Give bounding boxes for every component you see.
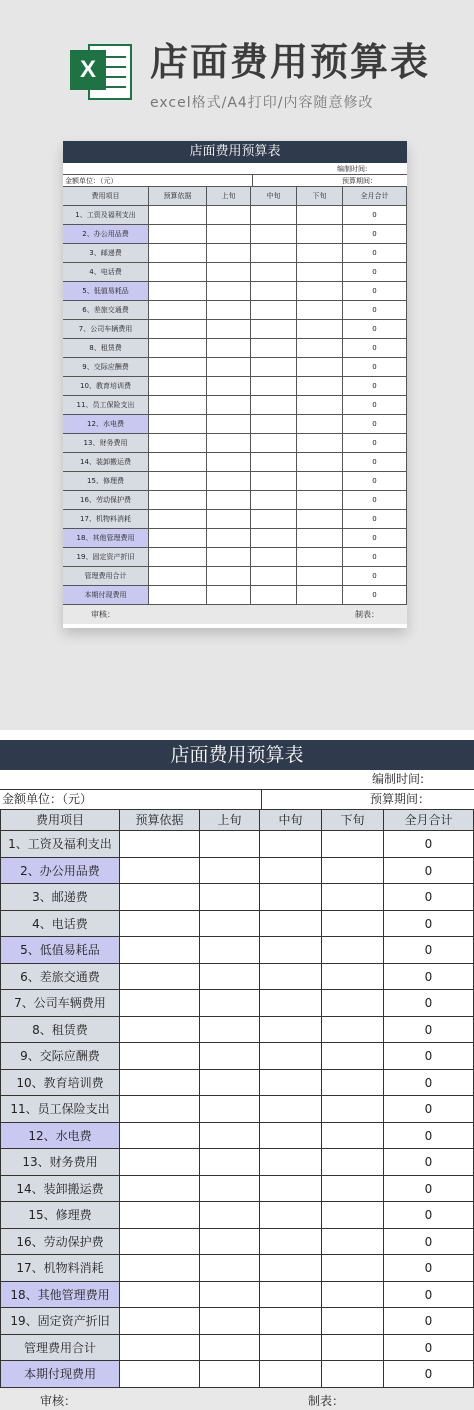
preview-total-cell[interactable]: 0 [343, 320, 407, 339]
table-row-label: 7、公司车辆费用 [0, 990, 120, 1017]
preview-review: 审核： [91, 610, 115, 619]
table-row-label: 2、办公用品费 [0, 858, 120, 885]
preview-row-label: 9、交际应酬费 [63, 358, 149, 377]
table-input-cell[interactable] [260, 884, 322, 911]
preview-input-cell[interactable] [251, 529, 297, 548]
preview-input-cell[interactable] [297, 453, 343, 472]
preview-input-cell[interactable] [251, 586, 297, 605]
table-row-label: 3、邮递费 [0, 884, 120, 911]
preview-input-cell[interactable] [207, 396, 251, 415]
table-input-cell[interactable] [200, 1229, 260, 1256]
preview-input-cell[interactable] [149, 377, 207, 396]
preview-row-label: 10、教育培训费 [63, 377, 149, 396]
table-input-cell[interactable] [200, 1308, 260, 1335]
table-row-label: 10、教育培训费 [0, 1070, 120, 1097]
table-total-cell[interactable]: 0 [384, 1202, 474, 1229]
table-total-cell[interactable]: 0 [384, 1361, 474, 1388]
table-row-label: 13、财务费用 [0, 1149, 120, 1176]
table-row-label: 15、修理费 [0, 1202, 120, 1229]
period-label: 预算期间： [369, 792, 430, 806]
preview-unit: 金额单位：（元） [63, 175, 253, 186]
table-input-cell[interactable] [200, 1096, 260, 1123]
table-input-cell[interactable] [120, 1149, 200, 1176]
preview-input-cell[interactable] [207, 225, 251, 244]
table-row-label: 16、劳动保护费 [0, 1229, 120, 1256]
preview-total-cell[interactable]: 0 [343, 586, 407, 605]
preview-row-label: 19、固定资产折旧 [63, 548, 149, 567]
preview-row-label: 1、工资及福利支出 [63, 206, 149, 225]
preview-input-cell[interactable] [207, 529, 251, 548]
table-input-cell[interactable] [260, 1017, 322, 1044]
table-column-header: 中旬 [260, 810, 322, 831]
preview-row-label: 11、员工保险支出 [63, 396, 149, 415]
preview-total-cell[interactable]: 0 [343, 491, 407, 510]
table-input-cell[interactable] [200, 1123, 260, 1150]
table-input-cell[interactable] [120, 1282, 200, 1309]
table-input-cell[interactable] [260, 1123, 322, 1150]
preview-input-cell[interactable] [297, 415, 343, 434]
preview-input-cell[interactable] [251, 301, 297, 320]
table-input-cell[interactable] [322, 884, 384, 911]
table-input-cell[interactable] [322, 1017, 384, 1044]
table-row-label: 5、低值易耗品 [0, 937, 120, 964]
preview-row-label: 6、差旅交通费 [63, 301, 149, 320]
prepared-label: 制表： [307, 1393, 344, 1408]
preview-row-label: 18、其他管理费用 [63, 529, 149, 548]
table-input-cell[interactable] [260, 831, 322, 858]
preview-total-cell[interactable]: 0 [343, 567, 407, 586]
table-input-cell[interactable] [200, 1255, 260, 1282]
table-input-cell[interactable] [200, 831, 260, 858]
table-row-label: 管理费用合计 [0, 1335, 120, 1362]
table-row-label: 18、其他管理费用 [0, 1282, 120, 1309]
preview-input-cell[interactable] [251, 567, 297, 586]
preview-row-label: 12、水电费 [63, 415, 149, 434]
preview-row-label: 管理费用合计 [63, 567, 149, 586]
table-total-cell[interactable]: 0 [384, 1255, 474, 1282]
preview-input-cell[interactable] [297, 434, 343, 453]
preview-total-cell[interactable]: 0 [343, 282, 407, 301]
table-input-cell[interactable] [322, 937, 384, 964]
table-total-cell[interactable]: 0 [384, 1335, 474, 1362]
table-total-cell[interactable]: 0 [384, 1043, 474, 1070]
preview-row-label: 4、电话费 [63, 263, 149, 282]
compile-time-label: 编制时间: [371, 772, 424, 786]
table-input-cell[interactable] [322, 911, 384, 938]
preview-input-cell[interactable] [149, 358, 207, 377]
preview-row-label: 8、租赁费 [63, 339, 149, 358]
table-input-cell[interactable] [120, 884, 200, 911]
table-input-cell[interactable] [322, 1096, 384, 1123]
preview-total-cell[interactable]: 0 [343, 434, 407, 453]
table-column-header: 费用项目 [0, 810, 120, 831]
sheet-title: 店面费用预算表 [0, 740, 474, 770]
table-input-cell[interactable] [200, 937, 260, 964]
preview-input-cell[interactable] [207, 510, 251, 529]
review-label: 审核： [40, 1393, 77, 1408]
preview-input-cell[interactable] [149, 339, 207, 358]
table-total-cell[interactable]: 0 [384, 990, 474, 1017]
preview-row-label: 本期付现费用 [63, 586, 149, 605]
preview-period: 预算期间： [342, 177, 377, 185]
preview-input-cell[interactable] [297, 301, 343, 320]
preview-total-cell[interactable]: 0 [343, 301, 407, 320]
table-input-cell[interactable] [200, 964, 260, 991]
table-row-label: 6、差旅交通费 [0, 964, 120, 991]
preview-row-label: 2、办公用品费 [63, 225, 149, 244]
preview-column-header: 中旬 [251, 187, 297, 206]
table-input-cell[interactable] [322, 964, 384, 991]
table-total-cell[interactable]: 0 [384, 937, 474, 964]
table-input-cell[interactable] [322, 1308, 384, 1335]
preview-input-cell[interactable] [207, 567, 251, 586]
preview-input-cell[interactable] [149, 244, 207, 263]
table-input-cell[interactable] [120, 1255, 200, 1282]
preview-input-cell[interactable] [251, 225, 297, 244]
preview-input-cell[interactable] [149, 586, 207, 605]
preview-input-cell[interactable] [207, 453, 251, 472]
table-column-header: 预算依据 [120, 810, 200, 831]
table-input-cell[interactable] [322, 1361, 384, 1388]
table-input-cell[interactable] [260, 911, 322, 938]
table-input-cell[interactable] [120, 1123, 200, 1150]
preview-input-cell[interactable] [297, 339, 343, 358]
preview-input-cell[interactable] [297, 472, 343, 491]
preview-input-cell[interactable] [251, 396, 297, 415]
preview-row-label: 7、公司车辆费用 [63, 320, 149, 339]
brand [70, 40, 430, 112]
table-input-cell[interactable] [260, 1096, 322, 1123]
preview-input-cell[interactable] [149, 225, 207, 244]
table-row-label: 1、工资及福利支出 [0, 831, 120, 858]
preview-input-cell[interactable] [207, 377, 251, 396]
preview-input-cell[interactable] [149, 491, 207, 510]
preview-prepared: 制表： [355, 610, 379, 619]
table-row-label: 14、装卸搬运费 [0, 1176, 120, 1203]
table-input-cell[interactable] [322, 1255, 384, 1282]
preview-input-cell[interactable] [297, 244, 343, 263]
preview-input-cell[interactable] [149, 453, 207, 472]
table-input-cell[interactable] [120, 1229, 200, 1256]
unit-label: 金额单位：（元） [0, 790, 262, 809]
table-total-cell[interactable]: 0 [384, 964, 474, 991]
table-row-label: 12、水电费 [0, 1123, 120, 1150]
preview-column-header: 预算依据 [149, 187, 207, 206]
preview-total-cell[interactable]: 0 [343, 415, 407, 434]
table-total-cell[interactable]: 0 [384, 1096, 474, 1123]
table-input-cell[interactable] [322, 858, 384, 885]
table-input-cell[interactable] [200, 858, 260, 885]
table-row-label: 8、租赁费 [0, 1017, 120, 1044]
table-input-cell[interactable] [200, 1017, 260, 1044]
table-input-cell[interactable] [120, 1176, 200, 1203]
preview-input-cell[interactable] [251, 320, 297, 339]
table-total-cell[interactable]: 0 [384, 1123, 474, 1150]
table-column-header: 下旬 [322, 810, 384, 831]
preview-input-cell[interactable] [251, 377, 297, 396]
preview-total-cell[interactable]: 0 [343, 206, 407, 225]
table-input-cell[interactable] [200, 1043, 260, 1070]
preview-input-cell[interactable] [149, 396, 207, 415]
preview-input-cell[interactable] [297, 282, 343, 301]
preview-input-cell[interactable] [297, 529, 343, 548]
table-row-label: 19、固定资产折旧 [0, 1308, 120, 1335]
table-input-cell[interactable] [200, 1070, 260, 1097]
preview-total-cell[interactable]: 0 [343, 472, 407, 491]
preview-input-cell[interactable] [251, 263, 297, 282]
preview-table [63, 187, 407, 605]
table-input-cell[interactable] [260, 1229, 322, 1256]
table-total-cell[interactable]: 0 [384, 858, 474, 885]
table-input-cell[interactable] [260, 1043, 322, 1070]
preview-input-cell[interactable] [297, 225, 343, 244]
preview-column-header: 全月合计 [343, 187, 407, 206]
table-input-cell[interactable] [120, 858, 200, 885]
preview-row-label: 15、修理费 [63, 472, 149, 491]
table-input-cell[interactable] [120, 1308, 200, 1335]
table-input-cell[interactable] [322, 990, 384, 1017]
preview-total-cell[interactable]: 0 [343, 548, 407, 567]
table-input-cell[interactable] [200, 1361, 260, 1388]
preview-input-cell[interactable] [251, 339, 297, 358]
preview-input-cell[interactable] [207, 206, 251, 225]
preview-input-cell[interactable] [251, 472, 297, 491]
budget-table [0, 810, 474, 1388]
preview-input-cell[interactable] [207, 282, 251, 301]
table-row-label: 9、交际应酬费 [0, 1043, 120, 1070]
table-input-cell[interactable] [322, 1229, 384, 1256]
preview-input-cell[interactable] [207, 434, 251, 453]
table-input-cell[interactable] [322, 1176, 384, 1203]
table-input-cell[interactable] [260, 937, 322, 964]
table-input-cell[interactable] [260, 1308, 322, 1335]
table-input-cell[interactable] [260, 1149, 322, 1176]
preview-row-label: 13、财务费用 [63, 434, 149, 453]
preview-input-cell[interactable] [251, 358, 297, 377]
table-input-cell[interactable] [120, 1096, 200, 1123]
preview-input-cell[interactable] [149, 301, 207, 320]
preview-input-cell[interactable] [251, 510, 297, 529]
preview-total-cell[interactable]: 0 [343, 263, 407, 282]
preview-total-cell[interactable]: 0 [343, 377, 407, 396]
preview-input-cell[interactable] [149, 282, 207, 301]
preview-row-label: 3、邮递费 [63, 244, 149, 263]
preview-input-cell[interactable] [149, 320, 207, 339]
excel-badge: X [70, 50, 106, 90]
preview-total-cell[interactable]: 0 [343, 225, 407, 244]
table-input-cell[interactable] [200, 911, 260, 938]
preview-input-cell[interactable] [251, 282, 297, 301]
table-input-cell[interactable] [322, 1123, 384, 1150]
table-input-cell[interactable] [120, 1017, 200, 1044]
preview-input-cell[interactable] [207, 491, 251, 510]
preview-input-cell[interactable] [251, 453, 297, 472]
table-input-cell[interactable] [322, 1202, 384, 1229]
table-total-cell[interactable]: 0 [384, 831, 474, 858]
preview-input-cell[interactable] [297, 320, 343, 339]
table-total-cell[interactable]: 0 [384, 884, 474, 911]
table-row-label: 本期付现费用 [0, 1361, 120, 1388]
table-input-cell[interactable] [260, 1070, 322, 1097]
table-input-cell[interactable] [120, 1070, 200, 1097]
preview-total-cell[interactable]: 0 [343, 510, 407, 529]
preview-total-cell[interactable]: 0 [343, 358, 407, 377]
preview-input-cell[interactable] [149, 510, 207, 529]
preview-input-cell[interactable] [207, 263, 251, 282]
table-input-cell[interactable] [120, 1202, 200, 1229]
preview-input-cell[interactable] [297, 586, 343, 605]
excel-icon [70, 40, 134, 104]
table-column-header: 上旬 [200, 810, 260, 831]
table-input-cell[interactable] [120, 831, 200, 858]
table-row-label: 17、机物料消耗 [0, 1255, 120, 1282]
table-row-label: 11、员工保险支出 [0, 1096, 120, 1123]
preview-total-cell[interactable]: 0 [343, 339, 407, 358]
preview-input-cell[interactable] [297, 548, 343, 567]
table-total-cell[interactable]: 0 [384, 1308, 474, 1335]
table-input-cell[interactable] [120, 1043, 200, 1070]
preview-input-cell[interactable] [149, 206, 207, 225]
table-input-cell[interactable] [260, 1335, 322, 1362]
table-total-cell[interactable]: 0 [384, 1282, 474, 1309]
table-input-cell[interactable] [120, 1335, 200, 1362]
preview-input-cell[interactable] [297, 206, 343, 225]
preview-input-cell[interactable] [251, 244, 297, 263]
preview-input-cell[interactable] [149, 472, 207, 491]
table-input-cell[interactable] [322, 1043, 384, 1070]
preview-input-cell[interactable] [207, 301, 251, 320]
table-input-cell[interactable] [200, 990, 260, 1017]
preview-title: 店面费用预算表 [63, 141, 407, 163]
preview-input-cell[interactable] [149, 567, 207, 586]
preview-input-cell[interactable] [149, 434, 207, 453]
preview-input-cell[interactable] [251, 491, 297, 510]
table-input-cell[interactable] [260, 1202, 322, 1229]
preview-input-cell[interactable] [297, 263, 343, 282]
preview-input-cell[interactable] [251, 548, 297, 567]
table-total-cell[interactable]: 0 [384, 1229, 474, 1256]
preview-input-cell[interactable] [207, 472, 251, 491]
preview-input-cell[interactable] [297, 567, 343, 586]
preview-input-cell[interactable] [207, 320, 251, 339]
preview-input-cell[interactable] [207, 358, 251, 377]
preview-input-cell[interactable] [149, 263, 207, 282]
table-total-cell[interactable]: 0 [384, 1070, 474, 1097]
banner-title: 店面费用预算表 [150, 40, 431, 84]
table-input-cell[interactable] [260, 1361, 322, 1388]
preview-total-cell[interactable]: 0 [343, 529, 407, 548]
preview-input-cell[interactable] [251, 415, 297, 434]
preview-input-cell[interactable] [207, 415, 251, 434]
preview-input-cell[interactable] [297, 358, 343, 377]
table-total-cell[interactable]: 0 [384, 911, 474, 938]
table-input-cell[interactable] [200, 1282, 260, 1309]
preview-total-cell[interactable]: 0 [343, 244, 407, 263]
table-input-cell[interactable] [200, 1335, 260, 1362]
preview-input-cell[interactable] [149, 415, 207, 434]
table-input-cell[interactable] [322, 1282, 384, 1309]
table-input-cell[interactable] [260, 1176, 322, 1203]
preview-input-cell[interactable] [297, 377, 343, 396]
preview-column-header: 费用项目 [63, 187, 149, 206]
table-input-cell[interactable] [260, 1282, 322, 1309]
preview-input-cell[interactable] [297, 396, 343, 415]
table-input-cell[interactable] [322, 1149, 384, 1176]
preview-total-cell[interactable]: 0 [343, 453, 407, 472]
banner-subtitle: excel格式/A4打印/内容随意修改 [150, 95, 374, 111]
table-input-cell[interactable] [120, 1361, 200, 1388]
preview-input-cell[interactable] [207, 339, 251, 358]
preview-input-cell[interactable] [207, 548, 251, 567]
preview-row-label: 17、机物料消耗 [63, 510, 149, 529]
budget-sheet [0, 740, 474, 1410]
sheet-preview [63, 141, 407, 628]
table-input-cell[interactable] [200, 1202, 260, 1229]
table-total-cell[interactable]: 0 [384, 1149, 474, 1176]
table-input-cell[interactable] [200, 1176, 260, 1203]
table-total-cell[interactable]: 0 [384, 1176, 474, 1203]
table-input-cell[interactable] [260, 964, 322, 991]
table-input-cell[interactable] [322, 831, 384, 858]
preview-input-cell[interactable] [149, 529, 207, 548]
table-input-cell[interactable] [260, 1255, 322, 1282]
preview-row-label: 14、装卸搬运费 [63, 453, 149, 472]
preview-column-header: 下旬 [297, 187, 343, 206]
preview-row-label: 5、低值易耗品 [63, 282, 149, 301]
table-input-cell[interactable] [120, 911, 200, 938]
table-column-header: 全月合计 [384, 810, 474, 831]
preview-total-cell[interactable]: 0 [343, 396, 407, 415]
table-input-cell[interactable] [260, 990, 322, 1017]
table-input-cell[interactable] [322, 1070, 384, 1097]
table-input-cell[interactable] [200, 884, 260, 911]
preview-input-cell[interactable] [251, 206, 297, 225]
table-input-cell[interactable] [120, 990, 200, 1017]
preview-column-header: 上旬 [207, 187, 251, 206]
table-row-label: 4、电话费 [0, 911, 120, 938]
preview-input-cell[interactable] [297, 510, 343, 529]
table-input-cell[interactable] [200, 1149, 260, 1176]
preview-input-cell[interactable] [207, 586, 251, 605]
table-input-cell[interactable] [260, 858, 322, 885]
table-input-cell[interactable] [120, 964, 200, 991]
table-total-cell[interactable]: 0 [384, 1017, 474, 1044]
preview-input-cell[interactable] [251, 434, 297, 453]
table-input-cell[interactable] [322, 1335, 384, 1362]
preview-compile-time: 编制时间: [337, 165, 368, 173]
preview-row-label: 16、劳动保护费 [63, 491, 149, 510]
preview-input-cell[interactable] [149, 548, 207, 567]
preview-input-cell[interactable] [207, 244, 251, 263]
preview-input-cell[interactable] [297, 491, 343, 510]
table-input-cell[interactable] [120, 937, 200, 964]
